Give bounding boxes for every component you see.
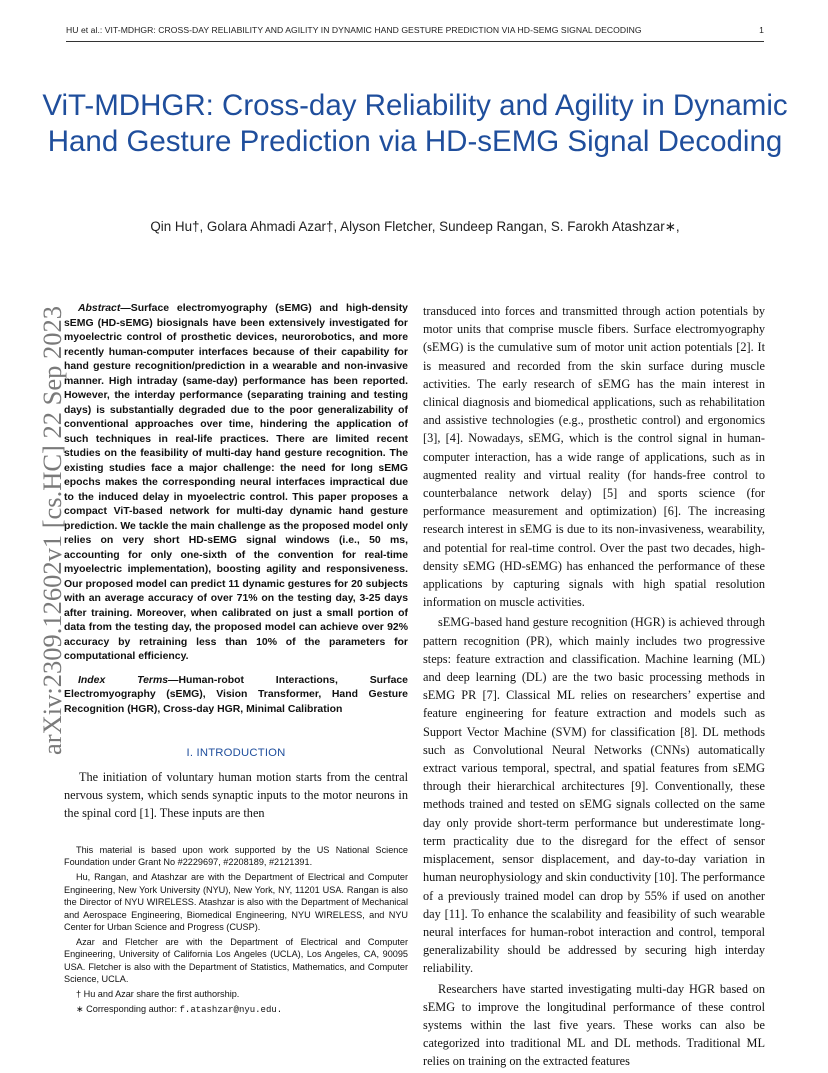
left-column [64, 302, 408, 823]
paper-title: ViT-MDHGR: Cross-day Reliability and Agility in Dynamic Hand Gesture Prediction via HD-sEMG Signal Decoding [42, 89, 788, 158]
author-list: Qin Hu†, Golara Ahmadi Azar†, Alyson Fletcher, Sundeep Rangan, S. Farokh Atashzar∗, [150, 219, 680, 234]
corresponding-label: ∗ Corresponding author: [76, 1003, 180, 1014]
page-number: 1 [759, 25, 764, 35]
footnote-equal-contribution: † Hu and Azar share the first authorship. [76, 988, 240, 999]
footnote-corresponding [64, 1003, 408, 1016]
index-terms [64, 674, 408, 718]
abstract-label: Abstract— [78, 303, 131, 314]
arxiv-stamp: arXiv:2309.12602v1 [cs.HC] 22 Sep 2023 [37, 306, 67, 755]
running-title: HU et al.: VIT-MDHGR: CROSS-DAY RELIABILITY AND AGILITY IN DYNAMIC HAND GESTURE PREDICTION VIA HD-SEMG SIGNAL DECODING [66, 25, 642, 35]
header-rule [66, 41, 764, 42]
footnote-affiliation-ucla: Azar and Fletcher are with the Department of Electrical and Computer Engineering, University of California Los Angeles (UCLA), Los Angeles, CA, 90095 USA. Fletcher is also with the Department of Statistics, Mathematics, and Computer Science, UCLA. [64, 936, 408, 985]
abstract [64, 302, 408, 665]
footnotes [64, 844, 408, 1019]
index-terms-label: Index Terms— [78, 674, 179, 686]
footnote-funding: This material is based upon work supported by the US National Science Foundation under Grant No #2229697, #2208189, #2121391. [64, 845, 408, 868]
intro-paragraph-3: Researchers have started investigating multi-day HGR based on sEMG to improve the longitudinal performance of these control systems within the last five years. These works can also be categorized into traditional ML and DL methods. Traditional ML relies on training on the extracted features [423, 981, 765, 1069]
corresponding-email-link[interactable]: f.atashzar@nyu.edu. [179, 1004, 283, 1015]
intro-paragraph-2: sEMG-based hand gesture recognition (HGR) is achieved through pattern recognition (PR), which mainly includes two progressive steps: feature extraction and classification. Machine learning (ML) and deep learning (DL) are the two basic processing methods in sEMG PR [7]. Classical ML relies on researchers’ expertise and feature engineering for feature extraction and models such as Support Vector Machine (SVM) for classification [8]. DL methods such as Convolutional Neural Networks (CNNs) automatically extract various temporal, spectral, and spatial features from sEMG through their hierarchical architectures [9]. Conventionally, these methods trained and tested on sEMG signals collected on the same day only provide short-term performance but underestimate long-term practicality due to the disregard for the effect of sensor misplacement, sensor displacement, and day-to-day variation in human neurophysiology and skin conductivity [10]. The performance of a previously trained model can drop by 55% if used on another day [11]. To enhance the scalability and feasibility of such wearable neural interfaces for human-robot interaction and control, temporal generalizability should be addressed by securing high interday reliability. [423, 615, 765, 976]
section-heading-introduction: I. INTRODUCTION [186, 747, 286, 759]
footnote-affiliation-nyu: Hu, Rangan, and Atashzar are with the Department of Electrical and Computer Engineering, New York University (NYU), New York, NY, 11201 USA. Rangan is also the Director of NYU WIRELESS. Atashzar is also with the Department of Mechanical and Aerospace Engineering, Biomedical Engineering, NYU WIRELESS, and NYU Center for Urban Science and Progress (CUSP). [64, 872, 408, 932]
index-terms-text: Human-robot Interactions, Surface Electromyography (sEMG), Vision Transformer, Hand Gesture Recognition (HGR), Cross-day HGR, Minimal Calibration [64, 674, 408, 715]
abstract-text: Surface electromyography (sEMG) and high-density sEMG (HD-sEMG) biosignals have been extensively investigated for myoelectric control of prosthetic devices, neurorobotics, and more recently human-computer interfaces because of their capability for hand gesture recognition/prediction in a wearable and non-invasive manner. High intraday (same-day) performance has been reported. However, the interday performance (separating training and testing days) is substantially degraded due to the poor generalizability of conventional approaches over time, hindering the application of such techniques in real-life practices. There are limited recent studies on the feasibility of multi-day hand gesture recognition. The existing studies face a major challenge: the need for long sEMG epochs makes the corresponding neural interfaces impractical due to the induced delay in myoelectric control. This paper proposes a compact ViT-based network for multi-day dynamic hand gesture prediction. We tackle the main challenge as the proposed model only relies on very short HD-sEMG signal windows (i.e., 50 ms, accounting for only one-sixth of the convention for real-time myoelectric implementation), boosting agility and responsiveness. Our proposed model can predict 11 dynamic gestures for 20 subjects with an average accuracy of over 71% on the testing day, 3-25 days after training. Moreover, when calibrated on just a small portion of data from the testing day, the proposed model can achieve over 92% accuracy by retraining less than 10% of the parameters for computational efficiency. [64, 303, 408, 662]
intro-paragraph-1: transduced into forces and transmitted through action potentials by motor units that comprise muscle fibers. Surface electromyography (sEMG) is the cumulative sum of motor unit action potentials [2]. It is measured and recorded from the skin surface during muscle activities. The early research of sEMG has the main interest in clinical diagnosis and biomedical applications, such as rehabilitation and assistive technologies (e.g., prosthetic control) and ergonomics [3], [4]. Nowadays, sEMG, which is the control signal in human-computer interaction, has a wide range of applications, such as in augmented reality and virtual reality (for hands-free control to counterbalance network delay) [5] and sports science (for performance measurement and optimization) [6]. The increasing research interest in sEMG is due to its non-invasiveness, wearability, and potential for real-time control. Over the past two decades, high-density sEMG (HD-sEMG) has enhanced the performance of these applications by capturing signals with high spatial resolution information on muscle activities. [423, 304, 765, 610]
running-header [66, 25, 764, 35]
intro-paragraph-left: The initiation of voluntary human motion starts from the central nervous system, which sends synaptic inputs to the motor neurons in the spinal cord [1]. These inputs are then [64, 770, 408, 821]
right-column [423, 302, 765, 1073]
